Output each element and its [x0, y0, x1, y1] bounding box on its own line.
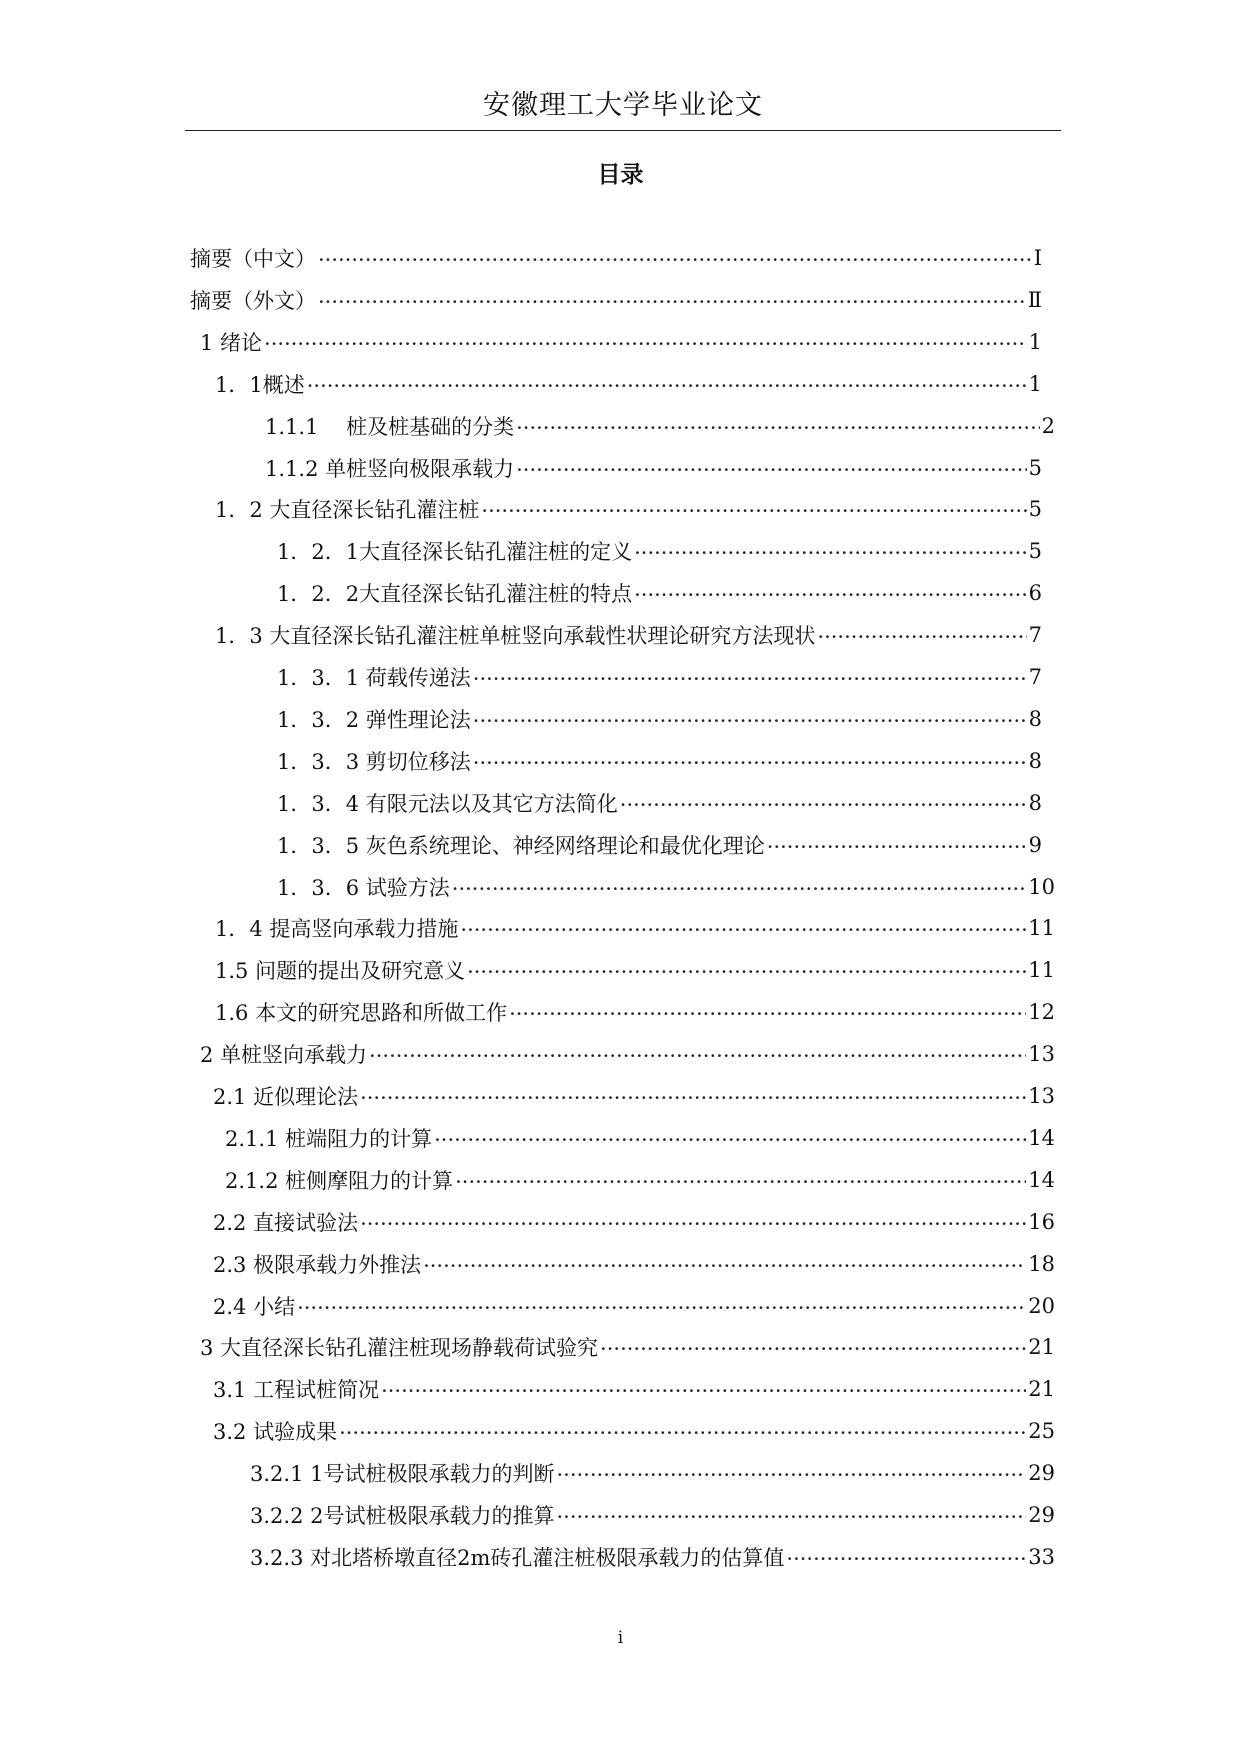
toc-entry-page: 20: [1028, 1293, 1055, 1318]
dot-leader: [318, 290, 1026, 314]
dot-leader: [423, 1254, 1026, 1278]
dot-leader: [516, 458, 1027, 482]
dot-leader: [264, 332, 1027, 356]
dot-leader: [556, 1505, 1026, 1529]
toc-entry-page: 1: [1028, 329, 1042, 354]
toc-entry[interactable]: [213, 1371, 1055, 1407]
toc-entry[interactable]: [215, 952, 1055, 988]
toc-entry[interactable]: [190, 240, 1042, 276]
toc-entry-label: 3.2.3 对北塔桥墩直径2m砖孔灌注桩极限承载力的估算值: [250, 1545, 785, 1570]
toc-entry[interactable]: [215, 994, 1055, 1030]
toc-entry-page: 11: [1028, 916, 1055, 941]
dot-leader: [620, 793, 1027, 817]
toc-entry[interactable]: [277, 701, 1042, 737]
toc-entry[interactable]: [200, 1329, 1055, 1365]
toc-entry-page: 18: [1028, 1251, 1055, 1276]
toc-entry-label: 3.2 试验成果: [213, 1420, 338, 1445]
toc-entry[interactable]: [215, 617, 1042, 653]
toc-entry-label: 1．3．3 剪切位移法: [277, 749, 471, 774]
dot-leader: [481, 499, 1026, 523]
toc-entry[interactable]: [250, 1455, 1055, 1491]
toc-entry-label: 3.1 工程试桩简况: [213, 1378, 380, 1403]
toc-entry-page: Ⅰ: [1033, 246, 1042, 270]
toc-entry-page: 29: [1028, 1461, 1055, 1486]
dot-leader: [455, 1170, 1026, 1194]
toc-entry-label: 1．3．2 弹性理论法: [277, 707, 471, 732]
toc-entry-label: 1 绪论: [200, 330, 263, 355]
dot-leader: [307, 374, 1027, 398]
toc-entry-label: 1.5 问题的提出及研究意义: [215, 959, 466, 984]
toc-entry[interactable]: [277, 533, 1042, 569]
toc-entry[interactable]: [213, 1288, 1055, 1324]
toc-entry-label: 2.1.2 桩侧摩阻力的计算: [225, 1168, 454, 1193]
toc-entry[interactable]: [277, 827, 1042, 863]
dot-leader: [381, 1379, 1026, 1403]
toc-entry-page: 10: [1028, 874, 1055, 899]
toc-entry-page: 21: [1028, 1335, 1055, 1360]
toc-entry[interactable]: [277, 575, 1042, 611]
toc-entry-label: 3.2.1 1号试桩极限承载力的判断: [250, 1462, 555, 1487]
toc-entry[interactable]: [277, 785, 1042, 821]
toc-entry-page: 1: [1028, 371, 1042, 396]
dot-leader: [634, 583, 1027, 607]
toc-entry-page: 5: [1028, 497, 1042, 522]
toc-entry[interactable]: [215, 910, 1055, 946]
page-number: i: [617, 1628, 624, 1648]
dot-leader: [473, 751, 1027, 775]
toc-entry-label: 1．3．4 有限元法以及其它方法简化: [277, 791, 618, 816]
dot-leader: [318, 248, 1032, 272]
toc-entry-page: Ⅱ: [1027, 287, 1042, 312]
toc-entry-page: 21: [1028, 1377, 1055, 1402]
toc-title: 目录: [597, 162, 644, 188]
toc-entry-page: 8: [1028, 790, 1042, 815]
dot-leader: [556, 1463, 1026, 1487]
toc-entry-label: 3 大直径深长钻孔灌注桩现场静载荷试验究: [200, 1336, 599, 1361]
toc-entry-label: 1．2．2大直径深长钻孔灌注桩的特点: [277, 582, 633, 607]
toc-entry[interactable]: [265, 408, 1055, 444]
toc-entry[interactable]: [213, 1246, 1055, 1282]
toc-entry-page: 6: [1028, 581, 1042, 606]
toc-entry-label: 1．3 大直径深长钻孔灌注桩单桩竖向承载性状理论研究方法现状: [215, 624, 816, 649]
toc-entry-label: 2.2 直接试验法: [213, 1210, 359, 1235]
dot-leader: [360, 1212, 1026, 1236]
toc-entry-page: 13: [1028, 1084, 1055, 1108]
dot-leader: [434, 1128, 1026, 1152]
dot-leader: [817, 625, 1026, 649]
dot-leader: [634, 541, 1027, 565]
toc-entry-label: 1.1.2 单桩竖向极限承载力: [265, 456, 515, 481]
toc-entry-label: 1.1.1 桩及桩基础的分类: [265, 414, 515, 439]
toc-entry-page: 14: [1028, 1167, 1055, 1192]
toc-entry-label: 摘要（中文）: [190, 247, 316, 271]
dot-leader: [767, 835, 1027, 859]
toc-entry-label: 1．3．6 试验方法: [277, 875, 450, 900]
toc-entry-label: 3.2.2 2号试桩极限承载力的推算: [250, 1504, 555, 1528]
dot-leader: [473, 667, 1027, 691]
toc-entry[interactable]: [200, 324, 1042, 360]
dot-leader: [786, 1547, 1026, 1571]
toc-entry-page: 33: [1028, 1544, 1055, 1569]
toc-entry[interactable]: [213, 1413, 1055, 1449]
dot-leader: [516, 416, 1040, 440]
toc-entry-label: 2.1.1 桩端阻力的计算: [225, 1126, 433, 1151]
toc-entry-page: 25: [1028, 1419, 1055, 1444]
dot-leader: [460, 918, 1026, 942]
toc-entry[interactable]: [190, 282, 1042, 318]
toc-entry[interactable]: [265, 450, 1042, 486]
toc-entry-page: 5: [1028, 455, 1042, 480]
toc-entry-page: 11: [1028, 958, 1055, 983]
toc-entry-label: 2.1 近似理论法: [213, 1085, 359, 1109]
toc-entry-page: 29: [1028, 1503, 1055, 1527]
toc-entry-label: 1．2．1大直径深长钻孔灌注桩的定义: [277, 540, 633, 565]
toc-entry-page: 7: [1028, 623, 1042, 648]
toc-entry-label: 摘要（外文）: [190, 288, 316, 313]
toc-entry[interactable]: [215, 491, 1042, 527]
toc-entry-label: 1．4 提高竖向承载力措施: [215, 917, 459, 942]
toc-entry-page: 14: [1028, 1125, 1055, 1150]
toc-entry-page: 5: [1028, 539, 1042, 564]
toc-entry-page: 12: [1028, 1000, 1055, 1025]
dot-leader: [509, 1002, 1026, 1026]
dot-leader: [452, 877, 1027, 901]
toc-entry-page: 2: [1041, 413, 1055, 438]
toc-entry[interactable]: [213, 1204, 1055, 1240]
toc-entry-page: 13: [1028, 1042, 1055, 1067]
toc-entry-label: 1．1概述: [215, 372, 305, 397]
toc-entry-label: 2 单桩竖向承载力: [200, 1043, 368, 1068]
page-header: [185, 86, 1061, 131]
dot-leader: [600, 1337, 1026, 1361]
toc-entry[interactable]: [277, 659, 1042, 695]
toc-entry[interactable]: [213, 1078, 1055, 1114]
dot-leader: [473, 709, 1027, 733]
header-title: 安徽理工大学毕业论文: [483, 90, 763, 121]
toc-entry[interactable]: [215, 366, 1042, 402]
toc-entry[interactable]: [225, 1162, 1055, 1198]
dot-leader: [369, 1044, 1026, 1068]
dot-leader: [297, 1296, 1026, 1320]
dot-leader: [339, 1421, 1026, 1445]
toc-entry-label: 2.3 极限承载力外推法: [213, 1252, 422, 1277]
toc-entry-page: 16: [1028, 1209, 1055, 1234]
toc-entry[interactable]: [250, 1539, 1055, 1575]
dot-leader: [467, 960, 1026, 984]
toc-entry-label: 1．3．5 灰色系统理论、神经网络理论和最优化理论: [277, 833, 765, 858]
toc-entry-label: 2.4 小结: [213, 1294, 296, 1319]
toc-entry-page: 8: [1028, 748, 1042, 773]
toc-entry-page: 8: [1028, 706, 1042, 731]
toc-entry[interactable]: [277, 743, 1042, 779]
toc-entry-label: 1．3．1 荷载传递法: [277, 666, 471, 690]
dot-leader: [360, 1086, 1026, 1110]
toc-entry[interactable]: [277, 869, 1055, 905]
toc-entry-label: 1.6 本文的研究思路和所做工作: [215, 1001, 508, 1026]
toc-entry-page: 7: [1028, 665, 1042, 689]
toc-entry-label: 1．2 大直径深长钻孔灌注桩: [215, 498, 480, 523]
toc-entry[interactable]: [200, 1036, 1055, 1072]
toc-entry-page: 9: [1028, 832, 1042, 857]
toc-entry[interactable]: [225, 1120, 1055, 1156]
toc-entry[interactable]: [250, 1497, 1055, 1533]
